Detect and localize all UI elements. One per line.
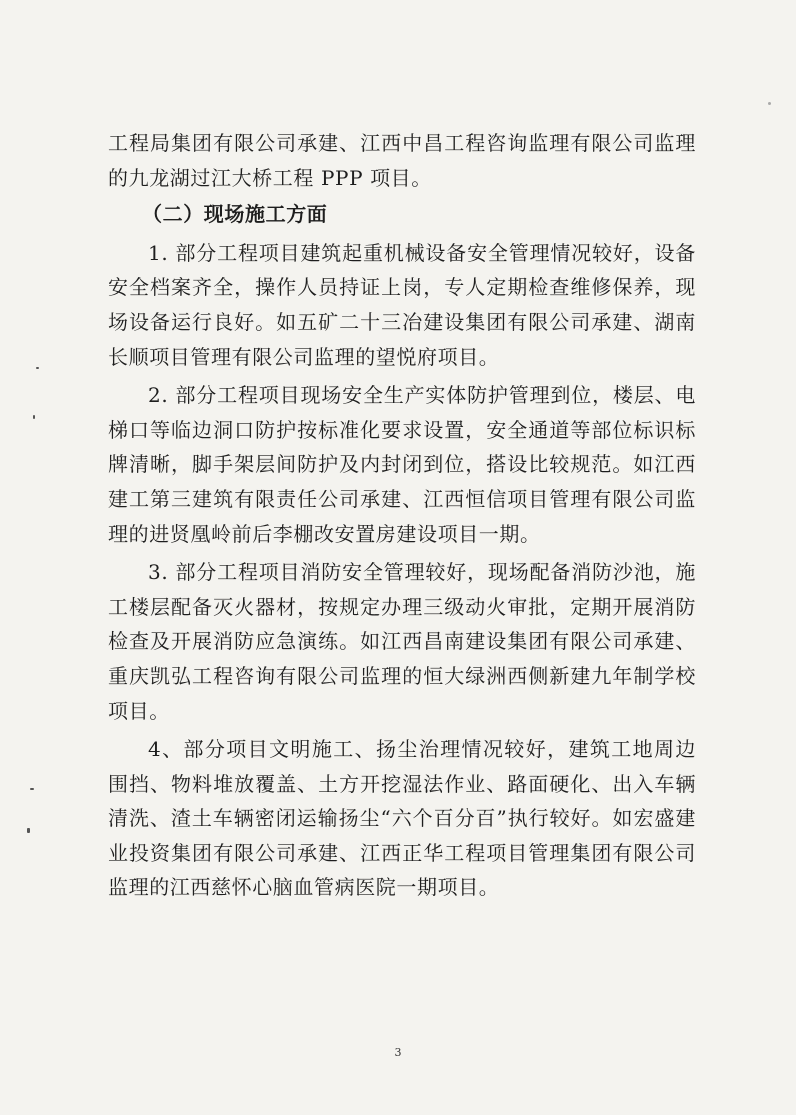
paragraph-item-4: 4、部分项目文明施工、扬尘治理情况较好，建筑工地周边围挡、物料堆放覆盖、土方开挖湿法作业、路面硬化、出入车辆清洗、渣土车辆密闭运输扬尘“六个百分百”执行较好。如宏盛建业投资集团有限公司承建、江西正华工程项目管理集团有限公司监理的江西慈怀心脑血管病医院一期项目。 — [108, 737, 696, 900]
scan-speck — [768, 102, 771, 105]
scan-speck — [33, 415, 35, 419]
document-body — [108, 126, 696, 905]
paragraph-item-3: 3. 部分工程项目消防安全管理较好，现场配备消防沙池，施工楼层配备灭火器材，按规定办理三级动火审批，定期开展消防检查及开展消防应急演练。如江西昌南建设集团有限公司承建、重庆凯弘工程咨询有限公司监理的恒大绿洲西侧新建九年制学校项目。 — [108, 560, 696, 723]
scan-speck — [27, 828, 30, 833]
paragraph-item-1: 1. 部分工程项目建筑起重机械设备安全管理情况较好，设备安全档案齐全，操作人员持证上岗，专人定期检查维修保养，现场设备运行良好。如五矿二十三冶建设集团有限公司承建、湖南长顺项目管理有限公司监理的望悦府项目。 — [108, 240, 696, 369]
paragraph-continuation: 工程局集团有限公司承建、江西中昌工程咨询监理有限公司监理的九龙湖过江大桥工程 PPP 项目。 — [108, 131, 696, 190]
scan-speck — [36, 367, 39, 369]
section-heading: （二）现场施工方面 — [142, 202, 328, 227]
page-number: 3 — [394, 1046, 402, 1059]
paragraph-item-2: 2. 部分工程项目现场安全生产实体防护管理到位，楼层、电梯口等临边洞口防护按标准化要求设置，安全通道等部位标识标牌清晰，脚手架层间防护及内封闭到位，搭设比较规范。如江西建工第三建筑有限责任公司承建、江西恒信项目管理有限公司监理的进贤凰岭前后李棚改安置房建设项目一期。 — [108, 383, 696, 546]
scan-speck — [30, 788, 34, 790]
